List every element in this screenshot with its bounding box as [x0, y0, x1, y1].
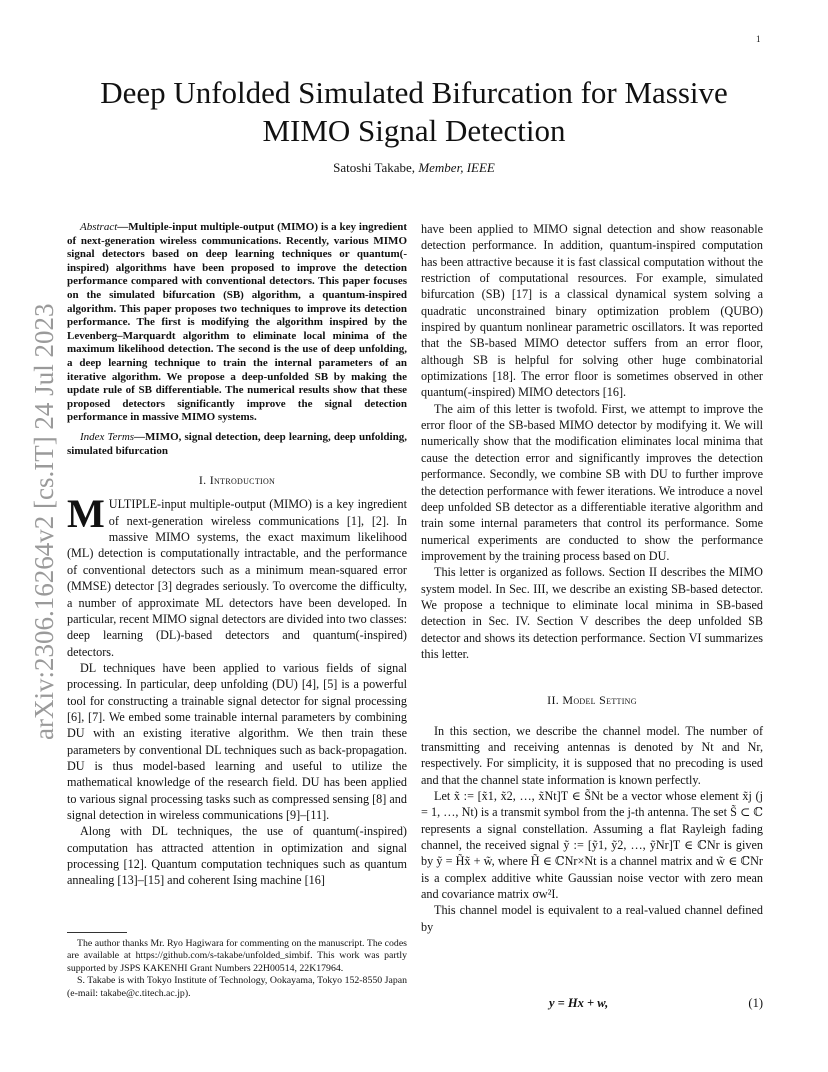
equation-1	[421, 996, 763, 1014]
intro-paragraph-3-continued: have been applied to MIMO signal detection and show reasonable detection performance. In addition, quantum-inspired computation has been attractive because it is fast classical computation without the restriction of computational resources. For example, simulated bifurcation (SB) [17] is a classical dynamical system solving a quadratic unconstrained binary optimization problem (QUBO) inspired by quantum nonlinear parametric oscillators. It was reported that the SB-based MIMO detector suffers from an error floor, although SB is helpful for solving other huge combinatorial optimizations [18]. The error floor is sometimes observed in other quantum(-inspired) MIMO detectors [16].	[421, 222, 763, 400]
footnote-divider	[67, 932, 127, 933]
intro-paragraph-1-text: ULTIPLE-input multiple-output (MIMO) is a key ingredient of next-generation wireless communications [1], [2]. In massive MIMO systems, the exact maximum likelihood (ML) detection is computationally intractable, and the performance of conventional detectors such as a minimum mean-squared error (MMSE) detector [3] degrades seriously. To overcome the difficulty, a number of approximate ML detectors have been developed. In particular, recent MIMO signal detectors are divided into two classes: deep learning (DL)-based detectors and quantum(-inspired) detectors.	[67, 497, 407, 659]
abstract-text: —Multiple-input multiple-output (MIMO) is a key ingredient of next-generation wireless communications. Recently, various MIMO signal detectors based on deep learning techniques or quantum(-inspired) algorithms have been proposed to improve the detection performance compared with conventional detectors. This paper focuses on the simulated bifurcation (SB) algorithm, a quantum-inspired algorithm. This paper proposes two techniques to improve its detection performance. The first is modifying the algorithm inspired by the Levenberg–Marquardt algorithm to eliminate local minima of the maximum likelihood detection. The second is the use of deep unfolding, a deep learning technique to train the internal parameters of an iterative algorithm. We propose a deep-unfolded SB by making the update rule of SB differentiable. The numerical results show that these proposed detectors significantly improve the signal detection performance in massive MIMO systems.	[67, 221, 407, 424]
abstract-label: Abstract	[80, 221, 118, 233]
abstract	[67, 221, 407, 425]
index-terms-label: Index Terms	[80, 430, 135, 443]
intro-paragraph-5: This letter is organized as follows. Section II describes the MIMO system model. In Sec. III, we describe an existing SB-based detector. We propose a technique to eliminate local minima in SB-based detection in Sec. IV. Section V describes the deep unfolded SB detector and shows its detection performance. Section VI summarizes this letter.	[421, 565, 763, 661]
index-terms	[67, 431, 407, 458]
author-name: Satoshi Takabe,	[333, 160, 416, 175]
right-column	[421, 221, 763, 935]
intro-paragraph-3: Along with DL techniques, the use of quantum(-inspired) computation has attracted attention in optimization and signal processing [12]. Quantum computation techniques such as quantum annealing [13]–[15] and coherent Ising machine [16]	[67, 824, 407, 888]
footnotes	[67, 938, 407, 1000]
footnote-acknowledgement: The author thanks Mr. Ryo Hagiwara for commenting on the manuscript. The codes are available at https://github.com/s-takabe/unfolded_simbif. This work was partly supported by JSPS KAKENHI Grant Numbers 22H00514, 22K17964.	[67, 938, 407, 974]
footnote-affiliation: S. Takabe is with Tokyo Institute of Technology, Ookayama, Tokyo 152-8550 Japan (e-mail: takabe@c.titech.ac.jp).	[67, 975, 407, 999]
paper-title	[60, 74, 768, 150]
equation-number: (1)	[748, 996, 763, 1010]
model-paragraph-2: Let x̃ := [x̃1, x̃2, …, x̃Nt]T ∈ S̃Nt be a vector whose element x̃j (j = 1, …, Nt) is a transmit symbol from the j-th antenna. The set S̃ ⊂ ℂ represents a signal constellation. Assuming a flat Rayleigh fading channel, the received signal ỹ := [ỹ1, ỹ2, …, ỹNr]T ∈ ℂNr is given by ỹ = H̃x̃ + w̃, where H̃ ∈ ℂNr×Nt is a channel matrix and w̃ ∈ ℂNr is a complex additive white Gaussian noise vector with zero mean and covariance matrix σw²I.	[421, 789, 763, 902]
left-column	[67, 221, 407, 889]
equation-expression: y = Hx + w,	[549, 996, 609, 1010]
page-number: 1	[756, 34, 761, 44]
intro-paragraph-1	[67, 491, 407, 659]
section-heading-model-setting: II. Model Setting	[547, 693, 637, 708]
model-paragraph-3: This channel model is equivalent to a real-valued channel defined by	[421, 903, 763, 934]
intro-paragraph-2: DL techniques have been applied to various fields of signal processing. In particular, deep unfolding (DU) [4], [5] is a powerful tool for constructing a trainable signal detector for signal processing [6], [7]. We embed some trainable internal parameters by combining DU with an existing iterative algorithm. We then train these parameters by conventional DL techniques such as back-propagation. DU is thus model-based learning and useful to utilize the mathematical knowledge of the research field. DU has been applied to various signal processing tasks such as compressed sensing [8] and signal detection in wireless communications [9]–[11].	[67, 660, 407, 822]
section-heading-introduction: I. Introduction	[198, 473, 276, 488]
author-role: Member, IEEE	[418, 160, 495, 175]
title-line-2: MIMO Signal Detection	[262, 113, 566, 148]
arxiv-watermark: arXiv:2306.16264v2 [cs.IT] 24 Jul 2023	[29, 303, 59, 740]
index-terms-text: —MIMO, signal detection, deep learning, deep unfolding, simulated bifurcation	[67, 430, 407, 457]
intro-paragraph-4: The aim of this letter is twofold. First, we attempt to improve the error floor of the SB-based MIMO detector by modifying it. We will numerically show that the modification eliminates local minima that cause the detection error and significantly improves the detection performance. Secondly, we combine SB with DU to further improve the detection performance with fewer iterations. We introduce a novel deep unfolded SB detector as a differentiable iterative algorithm and train some internal parameters that control its performance. Some numerical experiments are conducted to show the performance improvement by the training process based on DU.	[421, 401, 763, 563]
author-line	[60, 160, 768, 176]
model-paragraph-1: In this section, we describe the channel model. The number of transmitting and receiving antennas is denoted by Nt and Nr, respectively. For simplicity, it is supposed that no precoding is used and that the channel state information is known perfectly.	[421, 723, 763, 787]
drop-cap: M	[67, 491, 105, 537]
title-line-1: Deep Unfolded Simulated Bifurcation for Massive	[100, 75, 728, 110]
